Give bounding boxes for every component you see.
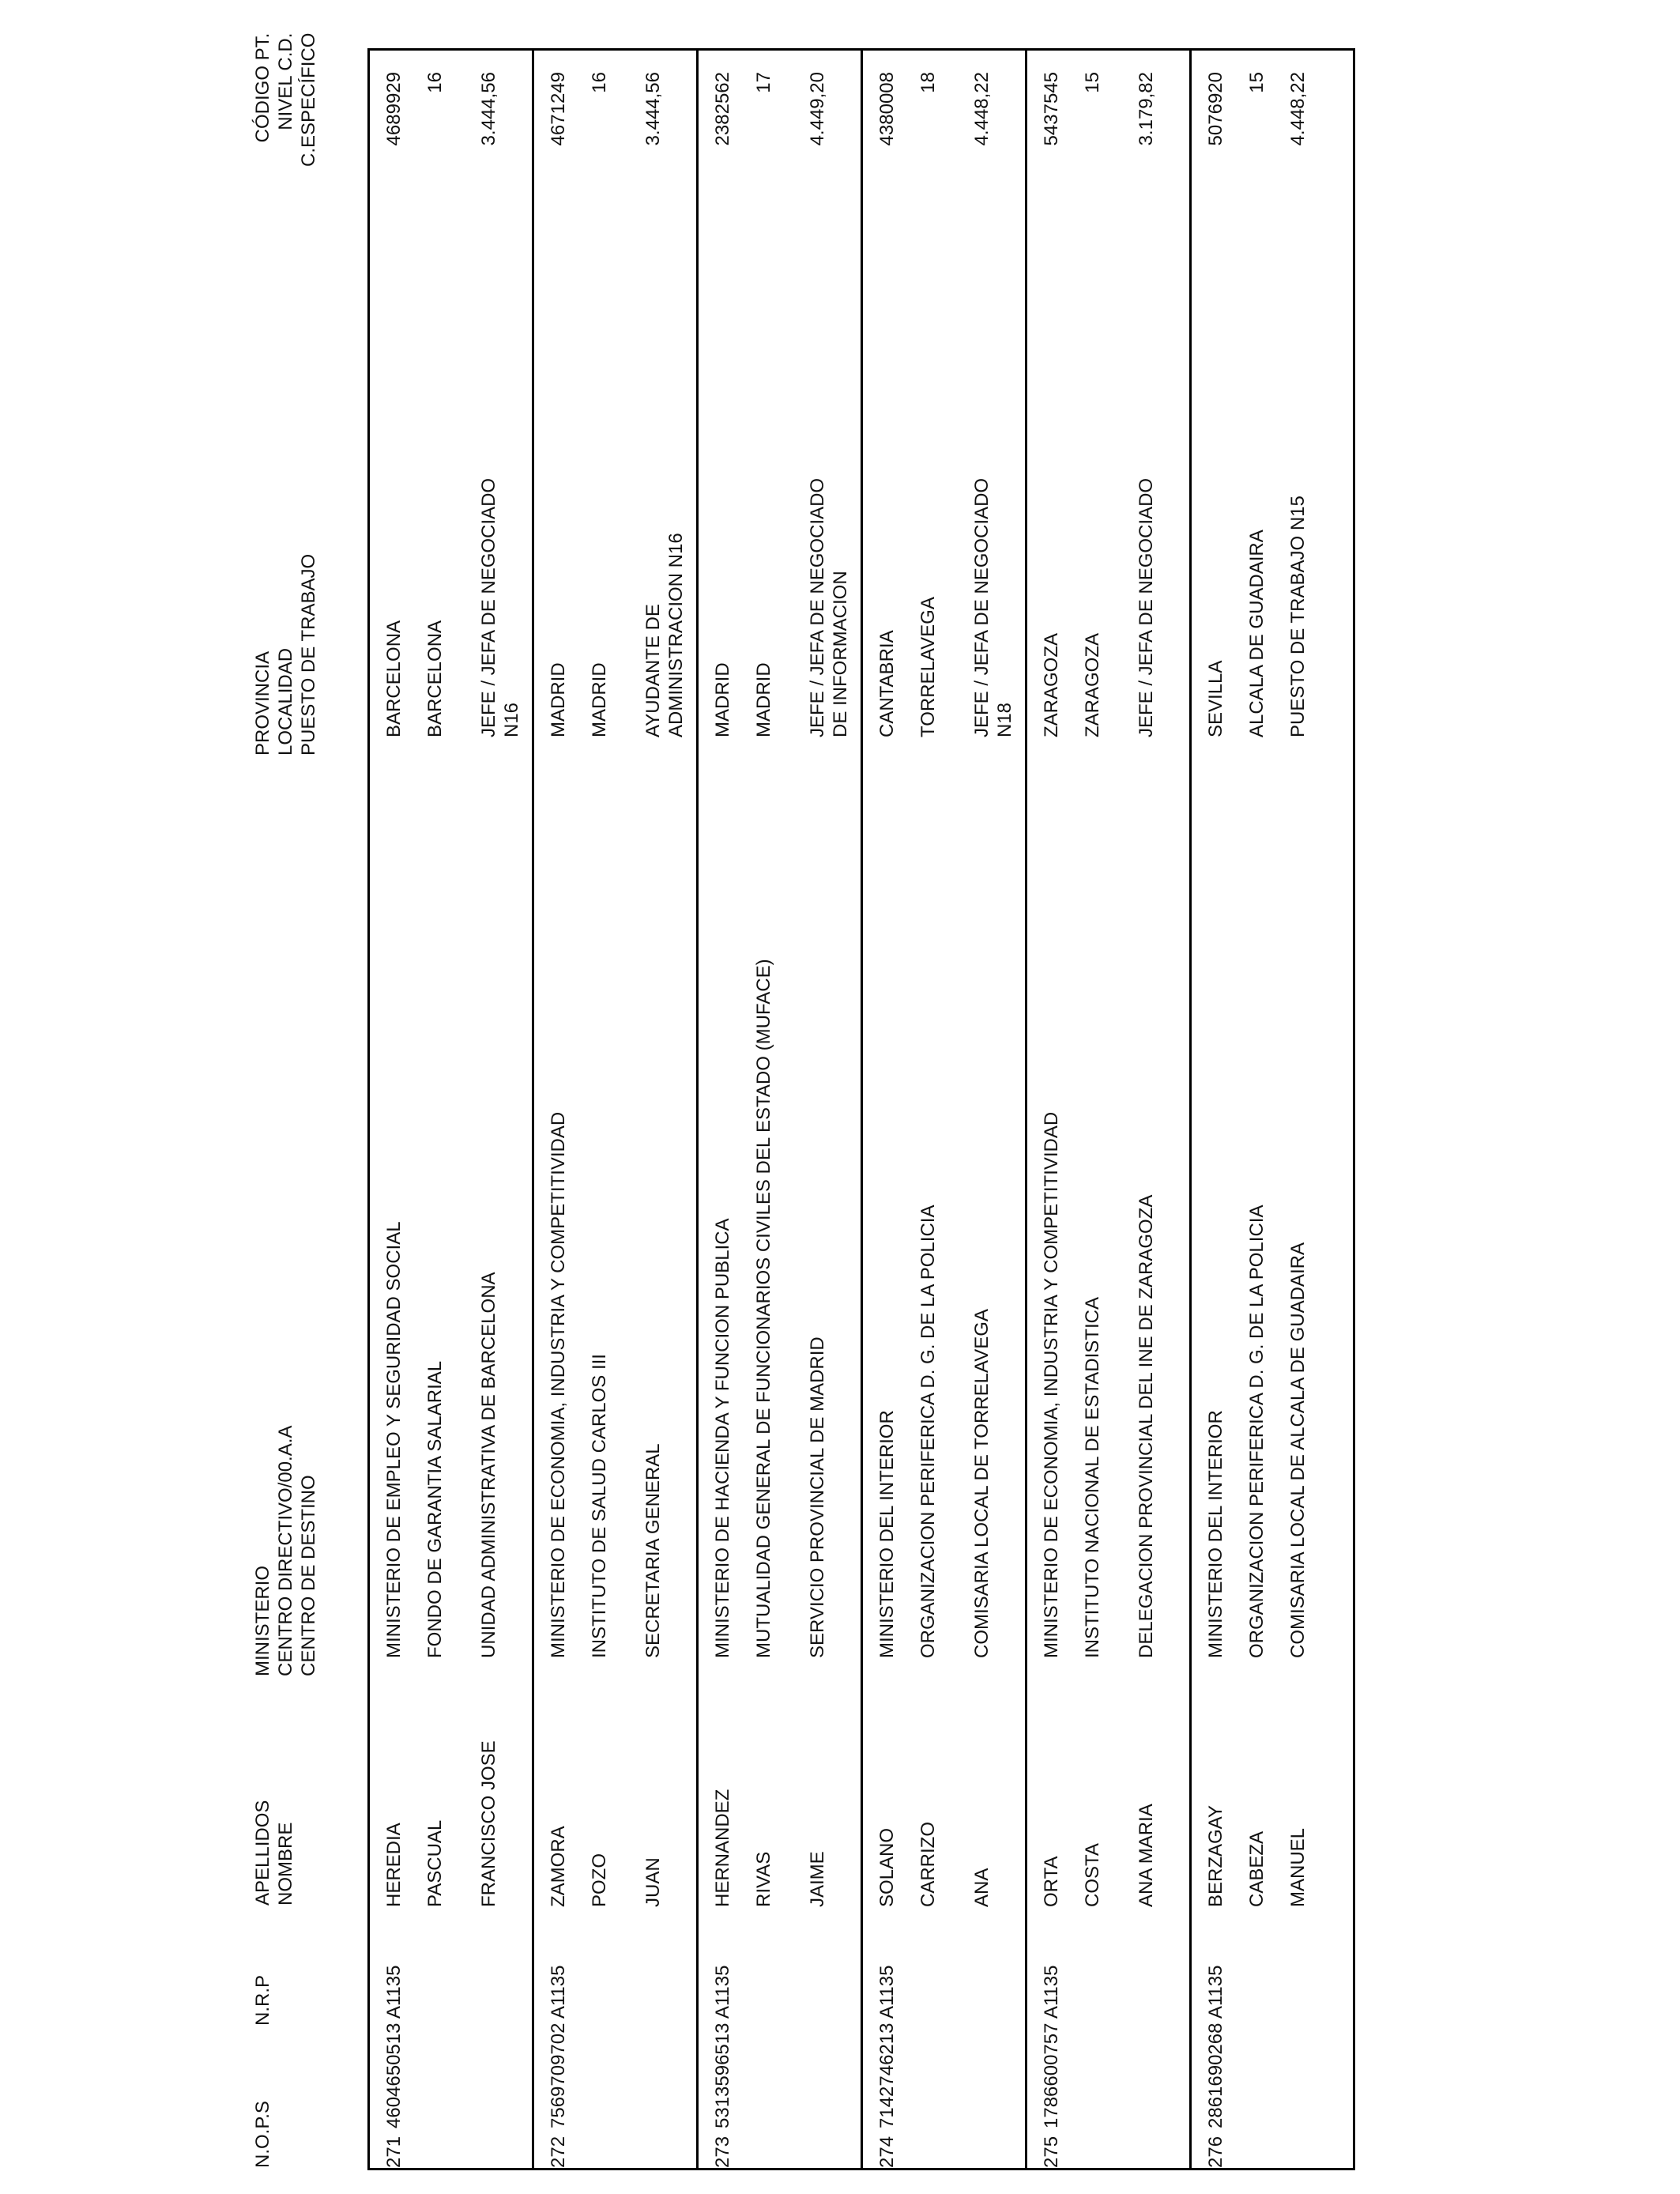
record-nivel: 16 — [589, 72, 610, 93]
header-codigo-nivel-especifico: CÓDIGO PT. NIVEL C.D. C.ESPECÍFICO — [252, 32, 319, 167]
record-puesto: AYUDANTE DE ADMINISTRACION N16 — [642, 533, 687, 737]
record-apellido2: POZO — [589, 1853, 610, 1907]
record-nops: 274 — [876, 2136, 898, 2168]
record-nivel: 16 — [424, 72, 446, 93]
record-nombre: JUAN — [642, 1857, 664, 1907]
record-especifico: 3.444,56 — [642, 72, 664, 146]
table-bottom-border — [1353, 48, 1355, 2170]
record-especifico: 4.448,22 — [971, 72, 993, 146]
record-codigo: 5076920 — [1205, 72, 1226, 146]
record-centro-destino: SECRETARIA GENERAL — [642, 1443, 664, 1658]
record-nrp: 2861690268 A1135 — [1205, 1965, 1226, 2128]
header-ministerio-centro: MINISTERIO CENTRO DIRECTIVO/00.A.A CENTRO DE DESTINO — [252, 1425, 319, 1676]
record-localidad: MADRID — [753, 662, 774, 737]
record-nivel: 18 — [917, 72, 939, 93]
record-apellido1: HERNANDEZ — [712, 1789, 733, 1907]
row-separator — [1025, 48, 1027, 2170]
header-nops: N.O.P.S — [252, 2101, 273, 2168]
record-ministerio: MINISTERIO DEL INTERIOR — [876, 1410, 898, 1658]
record-apellido1: BERZAGAY — [1205, 1805, 1226, 1907]
record-centro-directivo: FONDO DE GARANTIA SALARIAL — [424, 1360, 446, 1658]
record-especifico: 3.179,82 — [1136, 72, 1157, 146]
record-codigo: 4671249 — [548, 72, 569, 146]
record-especifico: 3.444,56 — [478, 72, 499, 146]
record-localidad: BARCELONA — [424, 620, 446, 737]
record-centro-destino: COMISARIA LOCAL DE TORRELAVEGA — [971, 1309, 993, 1658]
record-provincia: MADRID — [548, 662, 569, 737]
record-nombre: JAIME — [807, 1851, 828, 1907]
record-centro-directivo: ORGANIZACION PERIFERICA D. G. DE LA POLICIA — [1246, 1204, 1268, 1658]
record-nrp: 7142746213 A1135 — [876, 1965, 898, 2128]
record-provincia: BARCELONA — [383, 620, 405, 737]
record-nops: 276 — [1205, 2136, 1226, 2168]
record-apellido1: ORTA — [1041, 1856, 1062, 1907]
record-centro-destino: COMISARIA LOCAL DE ALCALA DE GUADAIRA — [1287, 1242, 1309, 1658]
record-puesto: JEFE / JEFA DE NEGOCIADO N18 — [971, 477, 1015, 737]
record-provincia: SEVILLA — [1205, 660, 1226, 737]
record-ministerio: MINISTERIO DE ECONOMIA, INDUSTRIA Y COMPETITIVIDAD — [1041, 1111, 1062, 1658]
record-ministerio: MINISTERIO DE ECONOMIA, INDUSTRIA Y COMPETITIVIDAD — [548, 1111, 569, 1658]
record-nrp: 1786600757 A1135 — [1041, 1965, 1062, 2128]
record-nrp: 7569709702 A1135 — [548, 1965, 569, 2128]
record-apellido2: CARRIZO — [917, 1822, 939, 1907]
record-codigo: 2382562 — [712, 72, 733, 146]
record-nrp: 5313596513 A1135 — [712, 1965, 733, 2128]
record-localidad: ZARAGOZA — [1082, 632, 1103, 737]
record-puesto: JEFE / JEFA DE NEGOCIADO — [1136, 477, 1157, 737]
record-localidad: MADRID — [589, 662, 610, 737]
record-centro-directivo: INSTITUTO NACIONAL DE ESTADISTICA — [1082, 1297, 1103, 1658]
record-ministerio: MINISTERIO DE HACIENDA Y FUNCION PUBLICA — [712, 1218, 733, 1658]
record-especifico: 4.449,20 — [807, 72, 828, 146]
record-codigo: 5437545 — [1041, 72, 1062, 146]
record-nrp: 4604650513 A1135 — [383, 1965, 405, 2128]
header-apellidos-nombre: APELLIDOS NOMBRE — [252, 1800, 296, 1906]
record-puesto: JEFE / JEFA DE NEGOCIADO DE INFORMACION — [807, 477, 851, 737]
record-ministerio: MINISTERIO DEL INTERIOR — [1205, 1410, 1226, 1658]
record-apellido1: SOLANO — [876, 1827, 898, 1907]
record-nivel: 15 — [1246, 72, 1268, 93]
record-nombre: ANA MARIA — [1136, 1804, 1157, 1907]
record-localidad: TORRELAVEGA — [917, 597, 939, 737]
record-centro-directivo: INSTITUTO DE SALUD CARLOS III — [589, 1354, 610, 1658]
record-apellido2: PASCUAL — [424, 1819, 446, 1907]
header-provincia-puesto: PROVINCIA LOCALIDAD PUESTO DE TRABAJO — [252, 553, 319, 756]
record-apellido1: ZAMORA — [548, 1826, 569, 1907]
column-header-row — [251, 0, 362, 2194]
record-nops: 272 — [548, 2136, 569, 2168]
record-apellido2: CABEZA — [1246, 1830, 1268, 1907]
record-centro-directivo: ORGANIZACION PERIFERICA D. G. DE LA POLICIA — [917, 1204, 939, 1658]
record-ministerio: MINISTERIO DE EMPLEO Y SEGURIDAD SOCIAL — [383, 1221, 405, 1658]
record-nombre: ANA — [971, 1868, 993, 1907]
record-nivel: 17 — [753, 72, 774, 93]
record-nombre: MANUEL — [1287, 1827, 1309, 1907]
record-apellido2: COSTA — [1082, 1843, 1103, 1907]
table-top-border — [367, 48, 370, 2170]
row-separator — [532, 48, 534, 2170]
record-nombre: FRANCISCO JOSE — [478, 1740, 499, 1907]
record-puesto: PUESTO DE TRABAJO N15 — [1287, 496, 1309, 737]
row-separator — [861, 48, 863, 2170]
record-centro-directivo: MUTUALIDAD GENERAL DE FUNCIONARIOS CIVILES DEL ESTADO (MUFACE) — [753, 959, 774, 1658]
record-nops: 273 — [712, 2136, 733, 2168]
record-puesto: JEFE / JEFA DE NEGOCIADO N16 — [478, 477, 522, 737]
record-nivel: 15 — [1082, 72, 1103, 93]
record-localidad: ALCALA DE GUADAIRA — [1246, 530, 1268, 737]
record-nops: 271 — [383, 2136, 405, 2168]
record-centro-destino: DELEGACION PROVINCIAL DEL INE DE ZARAGOZA — [1136, 1194, 1157, 1658]
row-separator — [696, 48, 699, 2170]
record-provincia: ZARAGOZA — [1041, 632, 1062, 737]
record-centro-destino: SERVICIO PROVINCIAL DE MADRID — [807, 1336, 828, 1658]
record-provincia: CANTABRIA — [876, 630, 898, 737]
record-apellido1: HEREDIA — [383, 1823, 405, 1907]
record-apellido2: RIVAS — [753, 1851, 774, 1907]
header-nrp: N.R.P — [252, 1974, 273, 2026]
row-separator — [1189, 48, 1192, 2170]
record-codigo: 4689929 — [383, 72, 405, 146]
record-nops: 275 — [1041, 2136, 1062, 2168]
record-provincia: MADRID — [712, 662, 733, 737]
record-codigo: 4380008 — [876, 72, 898, 146]
record-centro-destino: UNIDAD ADMINISTRATIVA DE BARCELONA — [478, 1272, 499, 1658]
record-especifico: 4.448,22 — [1287, 72, 1309, 146]
